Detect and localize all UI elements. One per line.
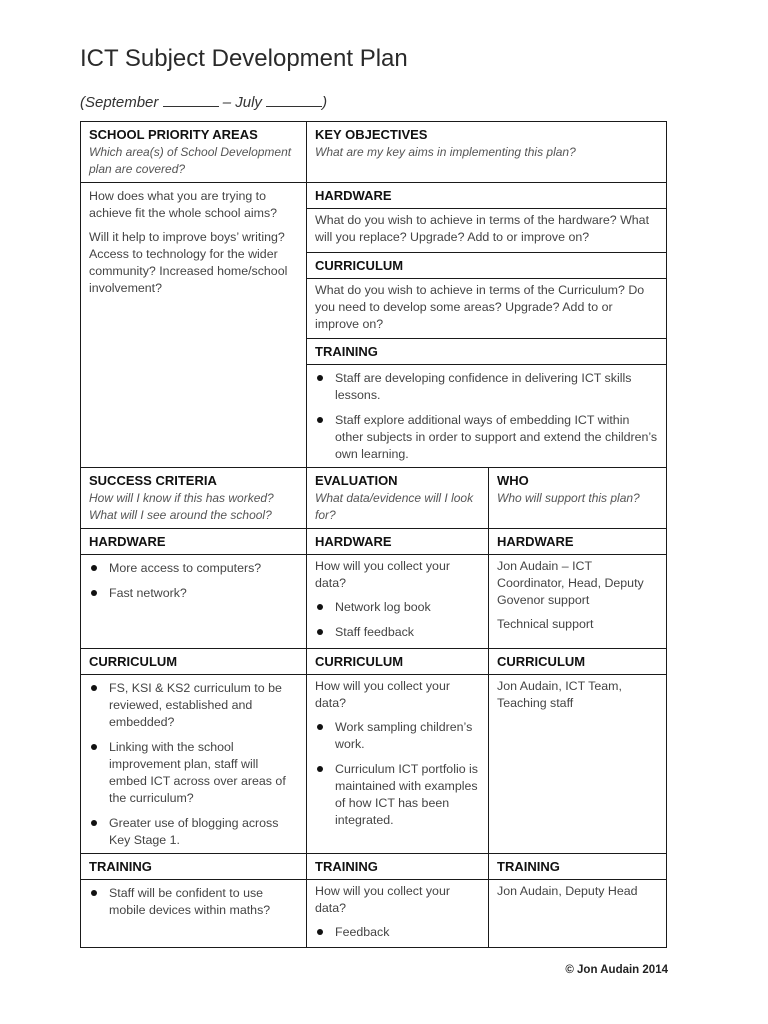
page-title: ICT Subject Development Plan <box>80 45 408 72</box>
table-row <box>81 468 667 529</box>
evaluation-curriculum-heading: CURRICULUM <box>307 649 489 675</box>
evaluation-curriculum-list <box>315 719 480 829</box>
evaluation-hardware-list <box>315 599 480 641</box>
success-training-body <box>81 880 307 948</box>
priority-areas-question: Which area(s) of School Development plan are covered? <box>89 145 292 176</box>
objectives-training-heading: TRAINING <box>307 339 667 365</box>
priority-areas-header <box>81 122 307 183</box>
evaluation-hardware-body <box>307 555 489 649</box>
plan-table <box>80 121 667 948</box>
evaluation-question: What data/evidence will I look for? <box>315 491 474 522</box>
evaluation-heading: EVALUATION <box>315 473 398 488</box>
objectives-hardware-heading: HARDWARE <box>307 183 667 209</box>
list-item: Feedback <box>315 924 480 941</box>
date-range-open: (September <box>80 94 159 111</box>
table-row <box>81 555 667 649</box>
evaluation-training-list <box>315 924 480 941</box>
objectives-training-body <box>307 365 667 468</box>
copyright-footer: © Jon Audain 2014 <box>565 964 668 976</box>
table-row <box>81 854 667 880</box>
who-training-heading: TRAINING <box>489 854 667 880</box>
evaluation-curriculum-body <box>307 675 489 854</box>
success-criteria-header <box>81 468 307 529</box>
date-range-close: ) <box>322 94 328 111</box>
priority-text-aims: How does what you are trying to achieve fit the whole school aims? <box>89 189 278 220</box>
table-row <box>81 649 667 675</box>
list-item: Staff explore additional ways of embedding ICT within other subjects in order to support and extend the children’s own learning. <box>315 412 658 463</box>
who-heading: WHO <box>497 473 529 488</box>
table-row <box>81 183 667 209</box>
list-item: Staff will be confident to use mobile devices within maths? <box>89 885 298 919</box>
date-range-dash: – July <box>222 94 262 111</box>
start-year-blank <box>163 106 219 107</box>
who-hardware-text-2: Technical support <box>497 617 594 631</box>
list-item: FS, KSI & KS2 curriculum to be reviewed, established and embedded? <box>89 680 298 731</box>
evaluation-training-text: How will you collect your data? <box>315 884 450 915</box>
key-objectives-heading: KEY OBJECTIVES <box>315 127 428 142</box>
key-objectives-question: What are my key aims in implementing this plan? <box>315 145 576 159</box>
evaluation-header <box>307 468 489 529</box>
evaluation-hardware-heading: HARDWARE <box>307 529 489 555</box>
who-training-body <box>489 880 667 948</box>
list-item: More access to computers? <box>89 560 298 577</box>
evaluation-hardware-text: How will you collect your data? <box>315 559 450 590</box>
list-item: Fast network? <box>89 585 298 602</box>
who-hardware-heading: HARDWARE <box>489 529 667 555</box>
training-objectives-list <box>315 370 658 463</box>
priority-text-questions: Will it help to improve boys’ writing? Access to technology for the wider community? Increased home/school involvement? <box>89 230 288 295</box>
success-criteria-question: How will I know if this has worked? What will I see around the school? <box>89 491 274 522</box>
who-header <box>489 468 667 529</box>
date-range-line <box>80 94 327 111</box>
objectives-curriculum-body: What do you wish to achieve in terms of the Curriculum? Do you need to develop some areas? Upgrade? Add to or improve on? <box>307 279 667 339</box>
success-hardware-list <box>89 560 298 602</box>
who-curriculum-heading: CURRICULUM <box>489 649 667 675</box>
who-curriculum-text: Jon Audain, ICT Team, Teaching staff <box>497 679 622 710</box>
table-row <box>81 880 667 948</box>
objectives-hardware-body: What do you wish to achieve in terms of the hardware? What will you replace? Upgrade? Add to or improve on? <box>307 209 667 253</box>
who-training-text: Jon Audain, Deputy Head <box>497 884 638 898</box>
list-item: Linking with the school improvement plan, staff will embed ICT across over areas of the curriculum? <box>89 739 298 807</box>
evaluation-curriculum-text: How will you collect your data? <box>315 679 450 710</box>
who-hardware-body <box>489 555 667 649</box>
list-item: Greater use of blogging across Key Stage 1. <box>89 815 298 849</box>
success-criteria-heading: SUCCESS CRITERIA <box>89 473 217 488</box>
success-hardware-body <box>81 555 307 649</box>
list-item: Staff are developing confidence in delivering ICT skills lessons. <box>315 370 658 404</box>
priority-areas-body <box>81 183 307 468</box>
evaluation-training-body <box>307 880 489 948</box>
table-row <box>81 675 667 854</box>
success-training-heading: TRAINING <box>81 854 307 880</box>
success-curriculum-heading: CURRICULUM <box>81 649 307 675</box>
who-hardware-text-1: Jon Audain – ICT Coordinator, Head, Deputy Govenor support <box>497 559 644 607</box>
key-objectives-header <box>307 122 667 183</box>
list-item: Curriculum ICT portfolio is maintained with examples of how ICT has been integrated. <box>315 761 480 829</box>
who-question: Who will support this plan? <box>497 491 640 505</box>
priority-areas-heading: SCHOOL PRIORITY AREAS <box>89 127 258 142</box>
list-item: Staff feedback <box>315 624 480 641</box>
who-curriculum-body <box>489 675 667 854</box>
table-row <box>81 122 667 183</box>
success-curriculum-body <box>81 675 307 854</box>
success-curriculum-list <box>89 680 298 849</box>
objectives-curriculum-heading: CURRICULUM <box>307 253 667 279</box>
list-item: Network log book <box>315 599 480 616</box>
evaluation-training-heading: TRAINING <box>307 854 489 880</box>
end-year-blank <box>266 106 322 107</box>
table-row <box>81 529 667 555</box>
success-training-list <box>89 885 298 919</box>
success-hardware-heading: HARDWARE <box>81 529 307 555</box>
list-item: Work sampling children’s work. <box>315 719 480 753</box>
